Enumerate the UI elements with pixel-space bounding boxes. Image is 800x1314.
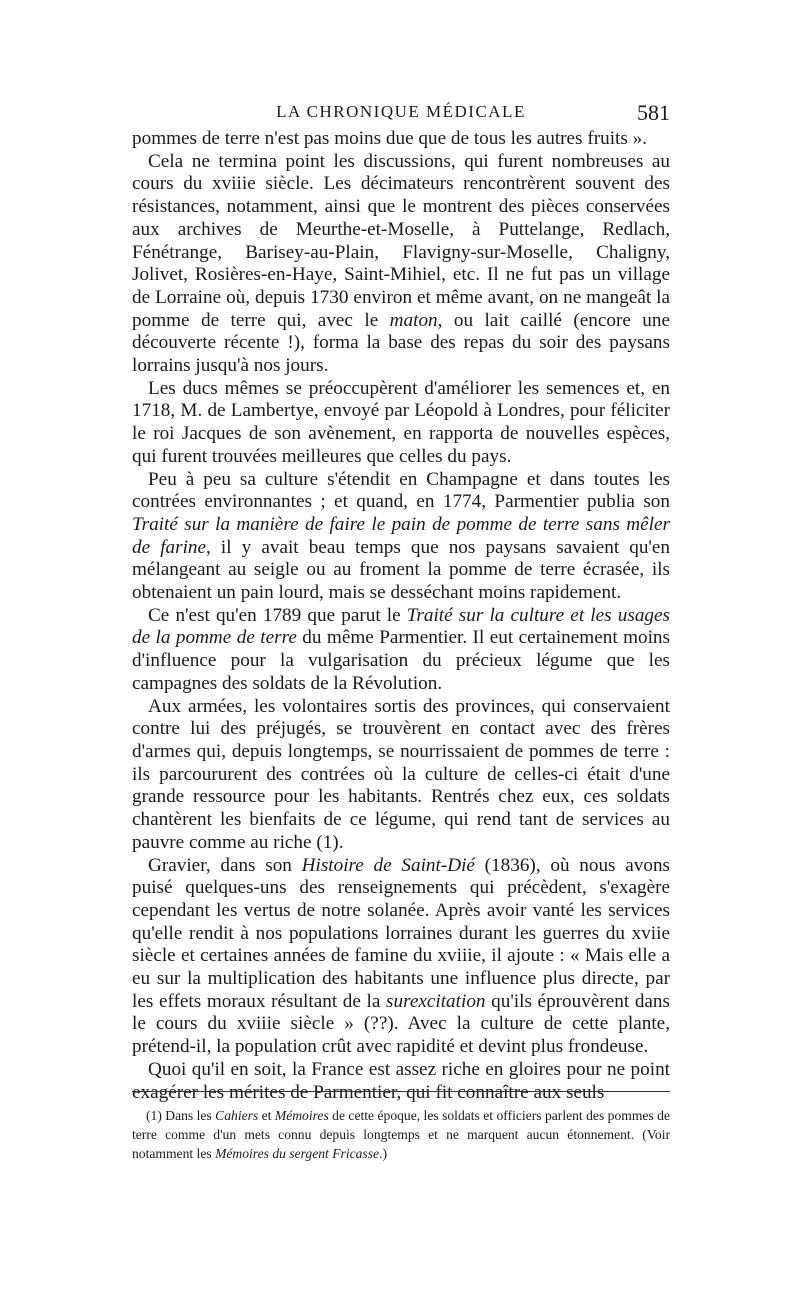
text-run: Les ducs mêmes se préoccupèrent d'améliorer les semences et, en 1718, M. de Lambertye, envoyé par Léopold à Londres, pour féliciter le roi Jacques de son avènement, en rapporta de nouvelles espèces, qui furent trouvées meilleures que celles du pays. xyxy=(132,377,670,467)
text-run: Gravier, dans son xyxy=(148,854,302,876)
text-run: .) xyxy=(379,1146,387,1161)
paragraph xyxy=(132,696,670,855)
running-title: LA CHRONIQUE MÉDICALE xyxy=(276,102,526,121)
page-number: 581 xyxy=(637,100,670,125)
text-run: pommes de terre n'est pas moins due que de tous les autres fruits ». xyxy=(132,128,648,149)
text-run: de cette époque, les soldats et officiers parlent des pommes de terre comme d'un mets connu depuis longtemps et ne marquent aucun étonnement. (Voir notamment les xyxy=(132,1108,670,1161)
text-run: qu'ils éprouvèrent dans le cours du xviiie siècle » (??). Avec la culture de cette plante, prétend-il, la population crût avec rapidité et devint plus frondeuse. xyxy=(132,990,670,1058)
italic-text: Histoire de Saint-Dié xyxy=(301,854,475,876)
page-header xyxy=(132,100,670,130)
text-run: du même Parmentier. Il eut certainement moins d'influence pour la vulgarisation du précieux légume que les campagnes des soldats de la Révolution. xyxy=(132,627,670,694)
paragraph xyxy=(132,128,670,151)
italic-text: Mémoires du sergent Fricasse xyxy=(215,1146,380,1161)
text-run: , il y avait beau temps que nos paysans savaient qu'en mélangeant au seigle ou au froment la pomme de terre écrasée, ils obtenaient un pain lourd, mais se desséchant moins rapidement. xyxy=(132,536,670,604)
footnote-rule xyxy=(132,1091,670,1092)
paragraph xyxy=(132,855,670,1059)
footnote xyxy=(132,1106,670,1163)
italic-text: Mémoires xyxy=(274,1108,329,1123)
paragraph xyxy=(132,151,670,378)
italic-text: Cahiers xyxy=(215,1108,259,1123)
text-run: Ce n'est qu'en 1789 que parut le xyxy=(148,604,407,626)
italic-text: Traité sur la manière de faire le pain de pomme de terre sans mêler de farine xyxy=(132,513,670,558)
paragraph xyxy=(132,378,670,469)
text-run: Quoi qu'il en soit, la France est assez riche en gloires pour ne point exagérer les mérites de Parmentier, qui fit connaître aux seuls xyxy=(132,1058,670,1103)
text-run: (1) Dans les xyxy=(146,1108,216,1123)
text-run: (1836), où nous avons puisé quelques-uns des renseignements qui précèdent, s'exagère cependant les vertus de notre solanée. Après avoir vanté les services qu'elle rendit à nos populations lorraines durant les guerres du xviie siècle et certaines années de famine du xviiie, il ajoute : « Mais elle a eu sur la multiplication des habitants une influence plus directe, par les effets moraux résultant de la xyxy=(132,854,671,1012)
text-run: , ou lait caillé (encore une découverte récente !), forma la base des repas du soir des paysans lorrains jusqu'à nos jours. xyxy=(132,309,670,377)
text-run: Cela ne termina point les discussions, qui furent nombreuses au cours du xviiie siècle. Les décimateurs rencontrèrent souvent des résistances, notamment, ainsi que le montrent des pièces conservées aux archives de Meurthe-et-Moselle, à Puttelange, Redlach, Fénétrange, Barisey-au-Plain, Flavigny-sur-Moselle, Chaligny, Jolivet, Rosières-en-Haye, Saint-Mihiel, etc. Il ne fut pas un village de Lorraine où, depuis 1730 environ et même avant, on ne mangeât la pomme de terre qui, avec le xyxy=(132,150,670,331)
paragraph xyxy=(132,1059,670,1104)
body-text xyxy=(132,128,670,1104)
italic-text: maton xyxy=(389,309,438,331)
italic-text: surexcitation xyxy=(386,990,486,1012)
paragraph xyxy=(132,605,670,696)
text-run: Peu à peu sa culture s'étendit en Champagne et dans toutes les contrées environnantes ; et quand, en 1774, Parmentier publia son xyxy=(132,468,670,513)
text-run: Aux armées, les volontaires sortis des provinces, qui conservaient contre lui des préjugés, se trouvèrent en contact avec des frères d'armes qui, depuis longtemps, se nourrissaient de pommes de terre : ils parcoururent des contrées où la culture de celles-ci était d'une grande ressource pour les habitants. Rentrés chez eux, ces soldats chantèrent les bienfaits de ce légume, qui rend tant de services au pauvre comme au riche (1). xyxy=(132,695,670,853)
italic-text: Traité sur la culture et les usages de la pomme de terre xyxy=(132,604,670,649)
text-run: et xyxy=(258,1108,275,1123)
paragraph xyxy=(132,469,670,605)
